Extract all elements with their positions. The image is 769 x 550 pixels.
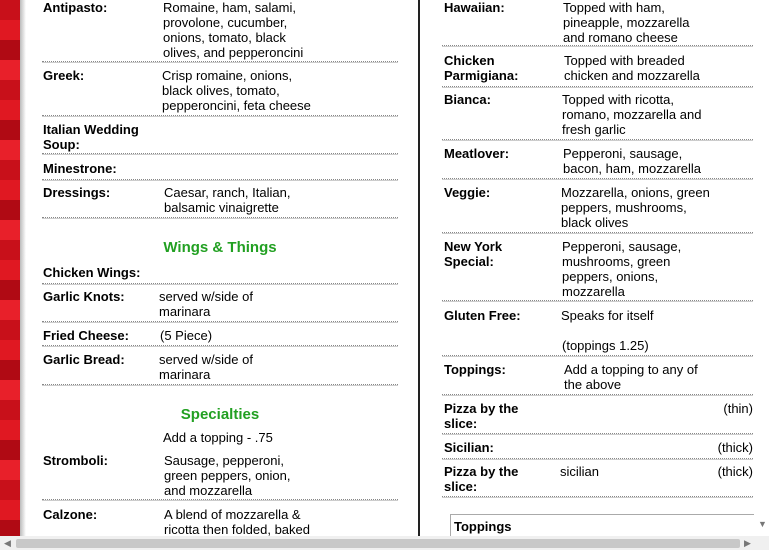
menu-item-name: Antipasto:	[43, 0, 108, 15]
row-separator	[42, 61, 398, 63]
row-separator	[42, 345, 398, 347]
menu-item-desc: Caesar, ranch, Italian, balsamic vinaigrette	[164, 185, 291, 215]
menu-item-name: Chicken Parmigiana:	[444, 53, 519, 83]
menu-item-desc: A blend of mozzarella & ricotta then folded, baked	[164, 507, 310, 536]
section-heading-wings: Wings & Things	[163, 239, 277, 256]
menu-item-desc: Add a topping to any of the above	[564, 362, 698, 392]
horizontal-scrollbar-thumb[interactable]	[16, 539, 740, 548]
row-separator	[442, 496, 753, 498]
menu-item-name: Garlic Bread:	[43, 352, 125, 367]
row-separator	[42, 283, 398, 285]
specialties-note: Add a topping - .75	[163, 430, 273, 445]
menu-item-name: Meatlover:	[444, 146, 510, 161]
menu-item-price: (thick)	[717, 464, 753, 479]
menu-item-name: Sicilian:	[444, 440, 494, 455]
toppings-table-title: Toppings	[454, 519, 512, 534]
menu-item-desc: served w/side of marinara	[159, 289, 253, 319]
menu-item-name: Greek:	[43, 68, 85, 83]
scroll-left-arrow-icon[interactable]: ◀	[4, 538, 11, 548]
row-separator	[442, 458, 753, 460]
section-heading-specialties: Specialties	[180, 406, 260, 423]
menu-item-name: Stromboli:	[43, 453, 108, 468]
menu-item-desc: served w/side of marinara	[159, 352, 253, 382]
row-separator	[42, 321, 398, 323]
menu-item-desc: Crisp romaine, onions, black olives, tomato, pepperoncini, feta cheese	[162, 68, 311, 113]
menu-item-name: Bianca:	[444, 92, 491, 107]
menu-item-desc: Mozzarella, onions, green peppers, mushrooms, black olives	[561, 185, 710, 230]
menu-item-name: Hawaiian:	[444, 0, 505, 15]
menu-item-desc: Topped with ham, pineapple, mozzarella and romano cheese	[563, 0, 690, 45]
menu-item-name: Gluten Free:	[444, 308, 521, 323]
row-separator	[442, 45, 753, 47]
menu-item-desc: Romaine, ham, salami, provolone, cucumber, onions, tomato, black olives, and pepperoncini	[163, 0, 304, 60]
menu-item-name: New York Special:	[444, 239, 503, 269]
row-separator	[442, 433, 753, 435]
row-separator	[42, 115, 398, 117]
row-separator	[442, 300, 753, 302]
column-divider	[418, 0, 420, 536]
border-shadow	[20, 0, 26, 536]
row-separator	[442, 86, 753, 88]
row-separator	[42, 384, 398, 386]
menu-item-desc: sicilian	[560, 464, 600, 479]
menu-item-name: Veggie:	[444, 185, 491, 200]
menu-item-desc: Sausage, pepperoni, green peppers, onion, and mozzarella	[164, 453, 291, 498]
menu-item-desc: Pepperoni, sausage, mushrooms, green peppers, onions, mozzarella	[562, 239, 682, 299]
menu-item-name: Toppings:	[444, 362, 506, 377]
menu-item-name: Pizza by the slice:	[444, 401, 519, 431]
menu-item-note: (toppings 1.25)	[562, 338, 649, 353]
menu-item-name: Fried Cheese:	[43, 328, 129, 343]
row-separator	[442, 394, 753, 396]
menu-item-desc: Speaks for itself	[561, 308, 654, 323]
row-separator	[442, 232, 753, 234]
row-separator	[42, 153, 398, 155]
scroll-down-arrow-icon[interactable]: ▼	[758, 519, 767, 529]
menu-item-desc: Pepperoni, sausage, bacon, ham, mozzarella	[563, 146, 702, 176]
menu-item-desc: Topped with breaded chicken and mozzarella	[564, 53, 700, 83]
red-border-stripe	[0, 0, 20, 536]
menu-item-desc: (5 Piece)	[160, 328, 213, 343]
row-separator	[442, 178, 753, 180]
menu-item-name: Chicken Wings:	[43, 265, 141, 280]
menu-item-name: Dressings:	[43, 185, 111, 200]
scroll-right-arrow-icon[interactable]: ▶	[744, 538, 751, 548]
menu-item-price: (thin)	[723, 401, 753, 416]
row-separator	[42, 499, 398, 501]
menu-item-price: (thick)	[717, 440, 753, 455]
menu-item-name: Garlic Knots:	[43, 289, 125, 304]
menu-item-name: Pizza by the slice:	[444, 464, 519, 494]
row-separator	[442, 355, 753, 357]
row-separator	[42, 217, 398, 219]
menu-item-name: Italian Wedding Soup:	[43, 122, 139, 152]
menu-item-name: Minestrone:	[43, 161, 117, 176]
row-separator	[442, 139, 753, 141]
menu-item-desc: Topped with ricotta, romano, mozzarella and fresh garlic	[562, 92, 702, 137]
row-separator	[42, 179, 398, 181]
menu-item-name: Calzone:	[43, 507, 98, 522]
